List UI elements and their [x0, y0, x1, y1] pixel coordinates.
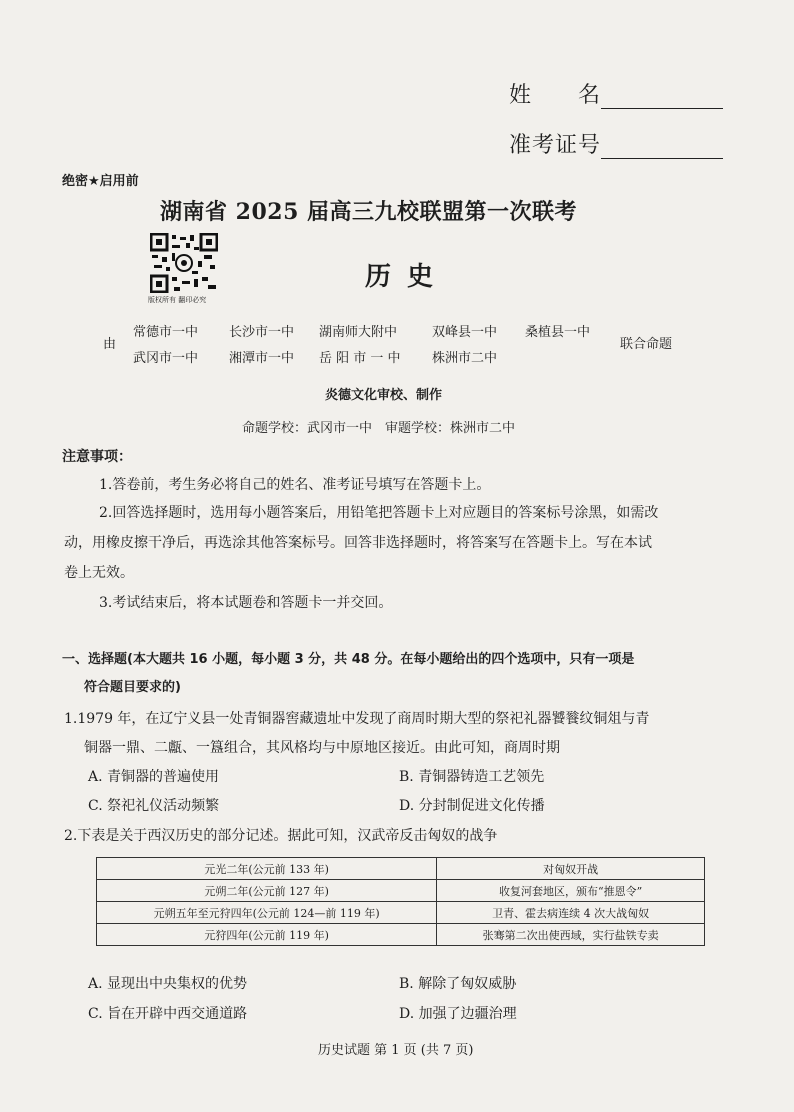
subject-title: 历史 — [365, 262, 450, 292]
page-footer: 历史试题 第 1 页 (共 7 页) — [318, 1043, 474, 1058]
notes-item-2-line-2: 动，用橡皮擦干净后，再选涂其他答案标号。回答非选择题时，将答案写在答题卡上。写在本试 — [64, 535, 652, 551]
school-item: 岳 阳 市 一 中 — [319, 351, 401, 366]
table-cell: 元朔二年(公元前 127 年) — [97, 880, 437, 902]
q1-stem-line-2: 铜器一鼎、二甗、一簋组合，其风格均与中原地区接近。由此可知，商周时期 — [84, 740, 560, 756]
q2-option-b: B. 解除了匈奴威胁 — [399, 976, 517, 992]
table-cell: 元朔五年至元狩四年(公元前 124—前 119 年) — [97, 902, 437, 924]
table-cell: 对匈奴开战 — [437, 858, 705, 880]
table-row — [97, 902, 705, 924]
section-heading-line-2: 符合题目要求的) — [84, 680, 181, 695]
section-heading-line-1: 一、选择题(本大题共 16 小题，每小题 3 分，共 48 分。在每小题给出的四个选项中，只有一项是 — [62, 652, 635, 667]
q2-option-a: A. 显现出中央集权的优势 — [88, 976, 248, 992]
qr-code-icon — [150, 233, 218, 293]
production-note: 炎德文化审校、制作 — [325, 388, 443, 403]
table-cell: 张骞第二次出使西域，实行盐铁专卖 — [437, 924, 705, 946]
school-item: 常德市一中 — [133, 325, 199, 340]
name-blank — [601, 84, 723, 109]
notes-heading: 注意事项： — [62, 449, 132, 465]
table-cell: 收复河套地区，颁布“推恩令” — [437, 880, 705, 902]
notes-item-2-line-3: 卷上无效。 — [64, 565, 134, 581]
history-table — [96, 857, 705, 946]
table-row — [97, 858, 705, 880]
schools-suffix: 联合命题 — [620, 337, 673, 352]
q1-option-a: A. 青铜器的普遍使用 — [88, 769, 220, 785]
q1-stem-line-1: 1.1979 年，在辽宁义县一处青铜器窖藏遗址中发现了商周时期大型的祭祀礼器饕餮纹铜俎与青 — [64, 711, 650, 727]
schools-prefix: 由 — [103, 337, 117, 352]
setter-schools: 命题学校：武冈市一中 审题学校：株洲市二中 — [242, 421, 516, 436]
q2-option-d: D. 加强了边疆治理 — [399, 1006, 517, 1022]
page-title: 湖南省 2025 届高三九校联盟第一次联考 — [160, 199, 578, 225]
school-item: 湖南师大附中 — [319, 325, 398, 340]
q1-option-c: C. 祭祀礼仪活动频繁 — [88, 798, 220, 814]
school-item: 株洲市二中 — [432, 351, 498, 366]
name-label: 姓 名 — [509, 83, 602, 108]
notes-item-2-line-1: 2.回答选择题时，选用每小题答案后，用铅笔把答题卡上对应题目的答案标号涂黑，如需改 — [99, 505, 659, 521]
school-item: 武冈市一中 — [133, 351, 199, 366]
school-item: 长沙市一中 — [229, 325, 295, 340]
school-item: 湘潭市一中 — [229, 351, 295, 366]
notes-item-3: 3.考试结束后，将本试题卷和答题卡一并交回。 — [99, 595, 393, 611]
table-cell: 元光二年(公元前 133 年) — [97, 858, 437, 880]
name-field — [509, 78, 723, 109]
qr-caption: 版权所有 翻印必究 — [148, 296, 207, 304]
table-row — [97, 924, 705, 946]
school-item: 双峰县一中 — [432, 325, 498, 340]
q2-option-c: C. 旨在开辟中西交通道路 — [88, 1006, 248, 1022]
notes-item-1: 1.答卷前，考生务必将自己的姓名、准考证号填写在答题卡上。 — [99, 477, 491, 493]
secret-label: 绝密★启用前 — [62, 174, 139, 189]
exam-number-field — [509, 128, 723, 159]
q2-stem: 2.下表是关于西汉历史的部分记述。据此可知，汉武帝反击匈奴的战争 — [64, 828, 498, 844]
school-item: 桑植县一中 — [525, 325, 591, 340]
table-row — [97, 880, 705, 902]
q1-option-d: D. 分封制促进文化传播 — [399, 798, 545, 814]
exam-number-label: 准考证号 — [509, 133, 602, 158]
table-cell: 卫青、霍去病连续 4 次大战匈奴 — [437, 902, 705, 924]
q1-option-b: B. 青铜器铸造工艺领先 — [399, 769, 545, 785]
table-cell: 元狩四年(公元前 119 年) — [97, 924, 437, 946]
exam-number-blank — [601, 134, 723, 159]
